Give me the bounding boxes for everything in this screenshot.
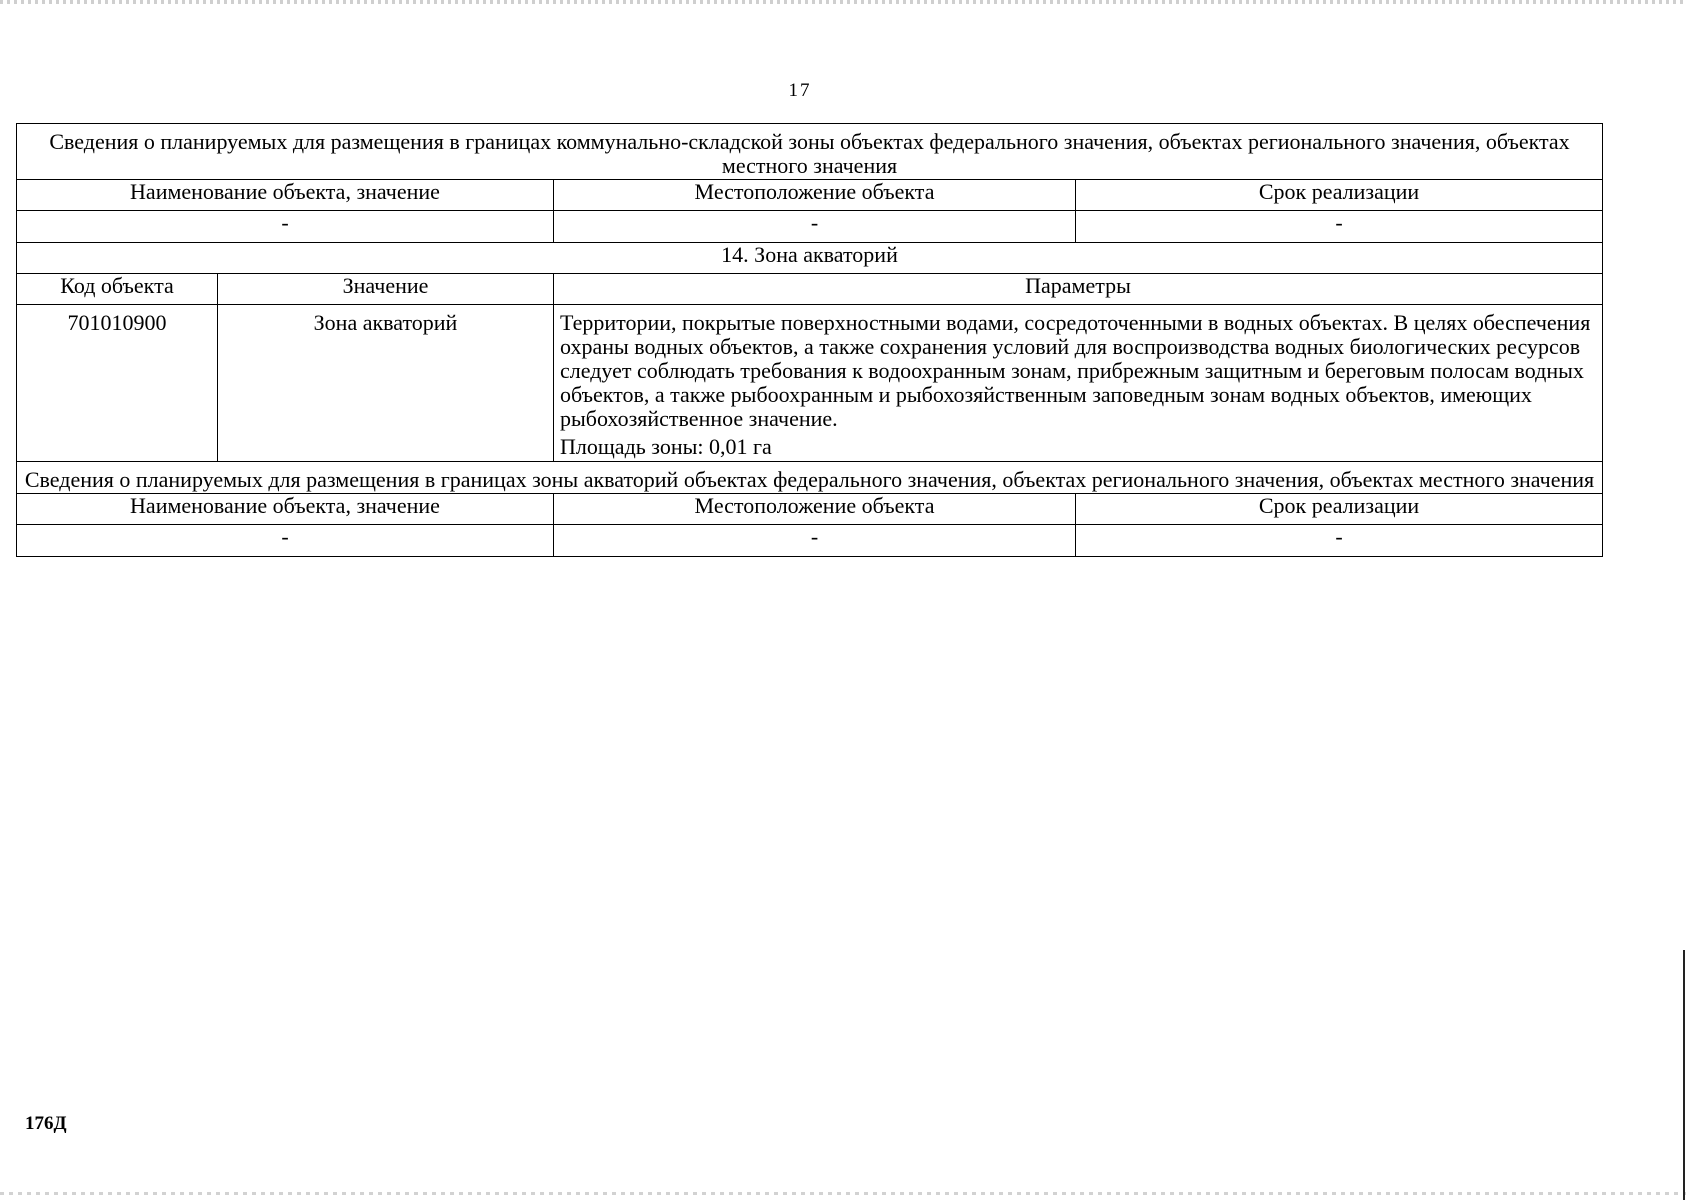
aqua-zone-title-row <box>17 462 1603 494</box>
col-header-term: Срок реализации <box>1076 494 1603 525</box>
col-header-name: Наименование объекта, значение <box>17 180 554 211</box>
zone-code: 701010900 <box>17 305 218 462</box>
scan-edge-top <box>0 0 1686 4</box>
aqua-zone-header-row <box>17 494 1603 525</box>
cell-term: - <box>1076 525 1603 557</box>
document-code: 176Д <box>25 1113 67 1134</box>
aqua-zone-data-row <box>17 525 1603 557</box>
zone-value: Зона акваторий <box>218 305 554 462</box>
comm-zone-header-row <box>17 180 1603 211</box>
zones-table <box>16 123 1603 557</box>
col-header-name: Наименование объекта, значение <box>17 494 554 525</box>
zone-title-row <box>17 243 1603 274</box>
comm-zone-title: Сведения о планируемых для размещения в границах коммунально-складской зоны объектах федерального значения, объектах регионального значения, объектах местного значения <box>17 124 1603 180</box>
page-number: 17 <box>788 80 812 101</box>
col-header-params: Параметры <box>554 274 1603 305</box>
col-header-term: Срок реализации <box>1076 180 1603 211</box>
cell-location: - <box>554 211 1076 243</box>
col-header-code: Код объекта <box>17 274 218 305</box>
col-header-value: Значение <box>218 274 554 305</box>
comm-zone-data-row <box>17 211 1603 243</box>
cell-term: - <box>1076 211 1603 243</box>
cell-name: - <box>17 211 554 243</box>
scan-edge-right <box>1683 950 1685 1200</box>
zone-params <box>554 305 1603 462</box>
zone-data-row <box>17 305 1603 462</box>
aqua-zone-title: Сведения о планируемых для размещения в границах зоны акваторий объектах федерального значения, объектах регионального значения, объектах местного значения <box>17 462 1603 494</box>
scan-edge-bottom <box>0 1192 1686 1195</box>
cell-name: - <box>17 525 554 557</box>
zone-area: Площадь зоны: 0,01 га <box>560 434 772 459</box>
zone-params-text: Территории, покрытые поверхностными водами, сосредоточенными в водных объектах. В целях обеспечения охраны водных объектов, а также сохранения условий для воспроизводства водных биологических ресурсов следует соблюдать требования к водоохранным зонам, прибрежным защитным и береговым полосам водных объектов, а также рыбоохранным и рыбохозяйственным заповедным зонам водных объектов, имеющих рыбохозяйственное значение. <box>560 310 1591 431</box>
zone-header-row <box>17 274 1603 305</box>
col-header-location: Местоположение объекта <box>554 180 1076 211</box>
zone-title: 14. Зона акваторий <box>17 243 1603 274</box>
cell-location: - <box>554 525 1076 557</box>
col-header-location: Местоположение объекта <box>554 494 1076 525</box>
comm-zone-title-row <box>17 124 1603 180</box>
